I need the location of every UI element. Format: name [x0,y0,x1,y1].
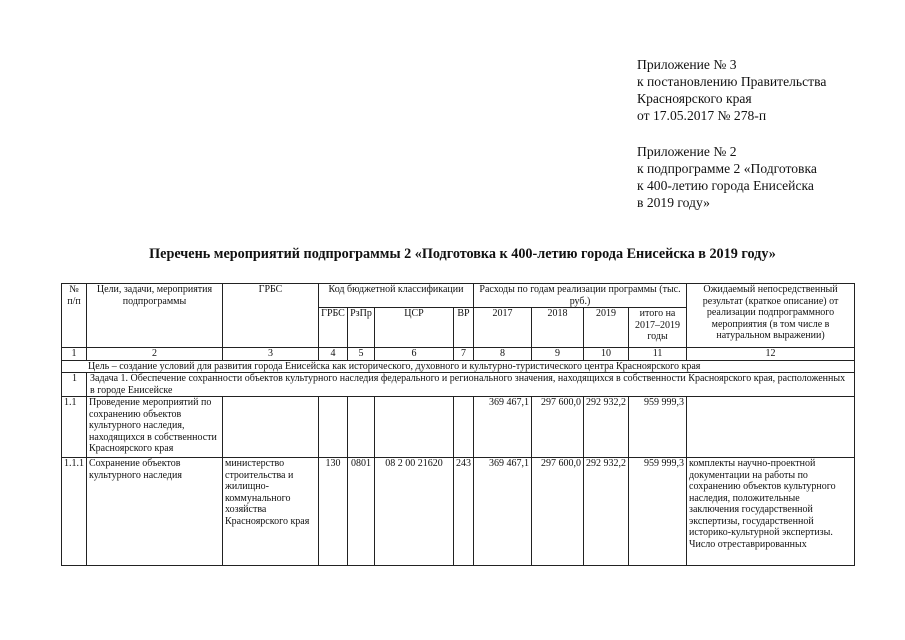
row-result [687,397,855,458]
row-rzpr: 0801 [348,458,375,566]
header-rzpr: РзПр [348,308,375,348]
header-grbs-name: ГРБС [223,284,319,348]
header-2017: 2017 [474,308,532,348]
column-number: 3 [223,348,319,361]
appendix-2-line: Приложение № 2 [637,144,737,159]
appendix-3-line: Красноярского края [637,91,752,106]
row-total: 959 999,3 [629,397,687,458]
task-text: Задача 1. Обеспечение сохранности объектов культурного наследия федерального и регионального значения, находящихся в собственности Красноярского края, расположенных в городе Енисейске [87,373,855,397]
header-grbs: ГРБС [319,308,348,348]
row-csr: 08 2 00 21620 [375,458,454,566]
row-csr [375,397,454,458]
appendix-2-line: в 2019 году» [637,195,710,210]
column-number: 10 [584,348,629,361]
task-num: 1 [62,373,87,397]
goal-text: Цель – создание условий для развития города Енисейска как исторического, духовного и культурно-туристического центра Красноярского края [62,360,855,373]
header-row-top [62,284,855,308]
row-2018: 297 600,0 [532,458,584,566]
row-2019: 292 932,2 [584,397,629,458]
appendix-2-line: к подпрограмме 2 «Подготовка [637,161,817,176]
row-2017: 369 467,1 [474,458,532,566]
task-row [62,373,855,397]
row-num: 1.1 [62,397,87,458]
column-number: 6 [375,348,454,361]
header-2018: 2018 [532,308,584,348]
appendix-2-block [637,143,817,211]
row-grbs [319,397,348,458]
column-number: 4 [319,348,348,361]
header-budget-code: Код бюджетной классификации [319,284,474,308]
header-goals: Цели, задачи, мероприятия подпрограммы [87,284,223,348]
row-rzpr [348,397,375,458]
row-vr [454,397,474,458]
row-name: Сохранение объектов культурного наследия [87,458,223,566]
row-grbs-name: министерство строительства и жилищно-коммунального хозяйства Красноярского края [223,458,319,566]
row-2018: 297 600,0 [532,397,584,458]
row-grbs-name [223,397,319,458]
header-total: итого на 2017–2019 годы [629,308,687,348]
header-result: Ожидаемый непосредственный результат (краткое описание) от реализации подпрограммного мероприятия (в том числе в натуральном выражении) [687,284,855,348]
measures-table [61,283,855,566]
row-total: 959 999,3 [629,458,687,566]
column-number: 8 [474,348,532,361]
row-num: 1.1.1 [62,458,87,566]
document-title: Перечень мероприятий подпрограммы 2 «Подготовка к 400-летию города Енисейска в 2019 году» [149,246,776,262]
row-2017: 369 467,1 [474,397,532,458]
appendix-3-block [637,56,826,124]
table-row [62,397,855,458]
column-number: 5 [348,348,375,361]
header-expenses: Расходы по годам реализации программы (тыс. руб.) [474,284,687,308]
appendix-2-line: к 400-летию города Енисейска [637,178,814,193]
column-number: 12 [687,348,855,361]
column-number: 2 [87,348,223,361]
row-vr: 243 [454,458,474,566]
row-name: Проведение мероприятий по сохранению объектов культурного наследия, находящихся в собственности Красноярского края [87,397,223,458]
table-row [62,458,855,566]
header-csr: ЦСР [375,308,454,348]
header-vr: ВР [454,308,474,348]
header-num: № п/п [62,284,87,348]
column-number: 1 [62,348,87,361]
appendix-3-line: Приложение № 3 [637,57,737,72]
row-grbs: 130 [319,458,348,566]
column-number: 7 [454,348,474,361]
appendix-3-line: от 17.05.2017 № 278-п [637,108,767,123]
row-result: комплекты научно-проектной документации на работы по сохранению объектов культурного наследия, положительные заключения государственной экспертизы, государственной историко-культурной экспертизы. Число отреставрированных [687,458,855,566]
goal-row [62,360,855,373]
column-number: 11 [629,348,687,361]
header-2019: 2019 [584,308,629,348]
appendix-3-line: к постановлению Правительства [637,74,827,89]
row-2019: 292 932,2 [584,458,629,566]
column-number: 9 [532,348,584,361]
column-numbers-row [62,348,855,361]
